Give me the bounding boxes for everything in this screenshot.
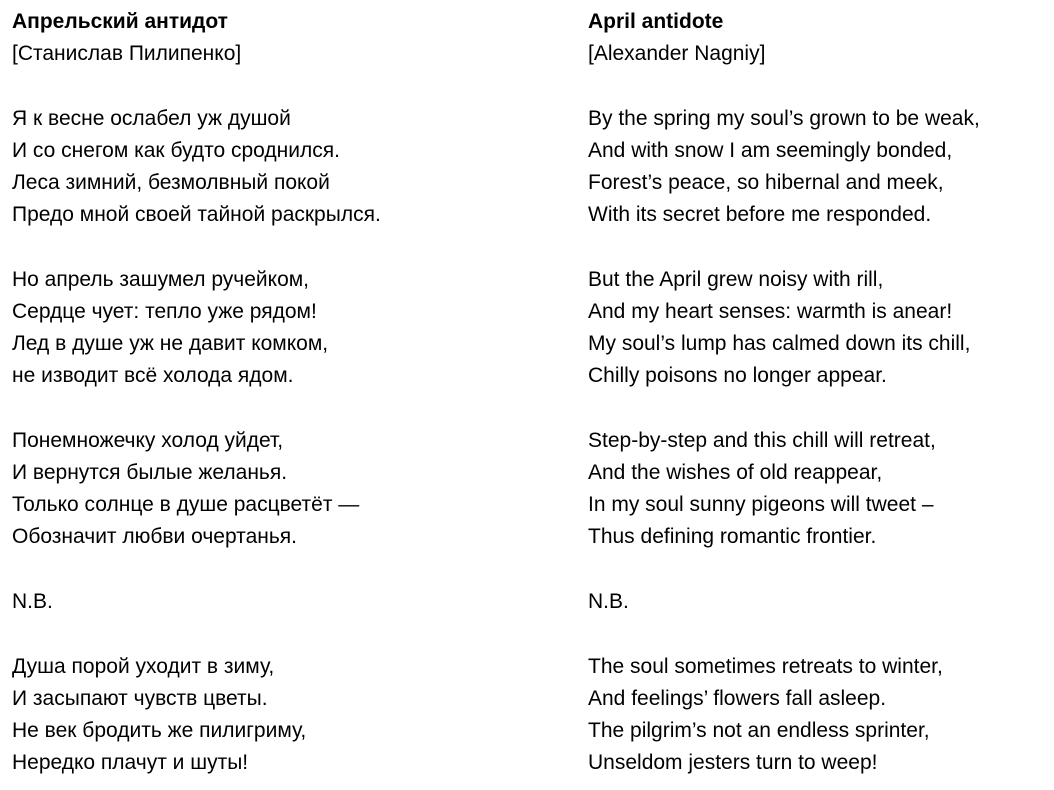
english-stanza-1	[588, 103, 1048, 231]
poem-line: In my soul sunny pigeons will tweet –	[588, 493, 934, 516]
english-stanza-3	[588, 425, 1048, 553]
english-nb	[588, 586, 1048, 618]
poem-line: And with snow I am seemingly bonded,	[588, 139, 953, 162]
poem-line: Forest’s peace, so hibernal and meek,	[588, 171, 944, 194]
poem-line: Предо мной своей тайной раскрылся.	[12, 203, 381, 226]
poem-line: But the April grew noisy with rill,	[588, 268, 884, 291]
poem-line: By the spring my soul’s grown to be weak,	[588, 107, 980, 130]
poem-line: Нередко плачут и шуты!	[12, 751, 249, 774]
russian-poem-title: Апрельский антидот	[12, 10, 228, 33]
poem-line: Обозначит любви очертанья.	[12, 525, 297, 548]
poem-line: не изводит всё холода ядом.	[12, 364, 294, 387]
english-poem	[588, 6, 1048, 779]
poem-line: Душа порой уходит в зиму,	[12, 655, 275, 678]
english-poem-author: [Alexander Nagniy]	[588, 42, 766, 65]
poem-line: Лед в душе уж не давит комком,	[12, 332, 329, 355]
poem-line: Понемножечку холод уйдет,	[12, 429, 284, 452]
english-poem-title: April antidote	[588, 10, 724, 33]
russian-nb	[12, 586, 572, 618]
russian-stanza-4	[12, 651, 572, 779]
poem-line: Сердце чует: тепло уже рядом!	[12, 300, 317, 323]
russian-stanza-3	[12, 425, 572, 553]
poem-line: Но апрель зашумел ручейком,	[12, 268, 310, 291]
english-stanza-4	[588, 651, 1048, 779]
poem-line: N.B.	[588, 590, 629, 613]
russian-stanza-2	[12, 264, 572, 392]
poem-line: Chilly poisons no longer appear.	[588, 364, 887, 387]
russian-stanza-1	[12, 103, 572, 231]
poem-line: Step-by-step and this chill will retreat,	[588, 429, 936, 452]
poem-line: Я к весне ослабел уж душой	[12, 107, 291, 130]
english-stanza-2	[588, 264, 1048, 392]
poem-line: The soul sometimes retreats to winter,	[588, 655, 943, 678]
poem-line: Не век бродить же пилигриму,	[12, 719, 307, 742]
poem-line: N.B.	[12, 590, 53, 613]
poem-line: И засыпают чувств цветы.	[12, 687, 268, 710]
poem-line: И со снегом как будто сроднился.	[12, 139, 340, 162]
poem-line: And my heart senses: warmth is anear!	[588, 300, 953, 323]
poem-line: Thus defining romantic frontier.	[588, 525, 877, 548]
poem-line: The pilgrim’s not an endless sprinter,	[588, 719, 930, 742]
poem-line: Леса зимний, безмолвный покой	[12, 171, 330, 194]
russian-poem	[12, 6, 572, 779]
poem-line: Unseldom jesters turn to weep!	[588, 751, 878, 774]
poem-line: И вернутся былые желанья.	[12, 461, 288, 484]
poem-line: Только солнце в душе расцветёт —	[12, 493, 360, 516]
poem-line: And the wishes of old reappear,	[588, 461, 883, 484]
poem-line: And feelings’ flowers fall asleep.	[588, 687, 887, 710]
russian-poem-author: [Станислав Пилипенко]	[12, 42, 242, 65]
poem-line: With its secret before me responded.	[588, 203, 932, 226]
poem-line: My soul’s lump has calmed down its chill,	[588, 332, 971, 355]
